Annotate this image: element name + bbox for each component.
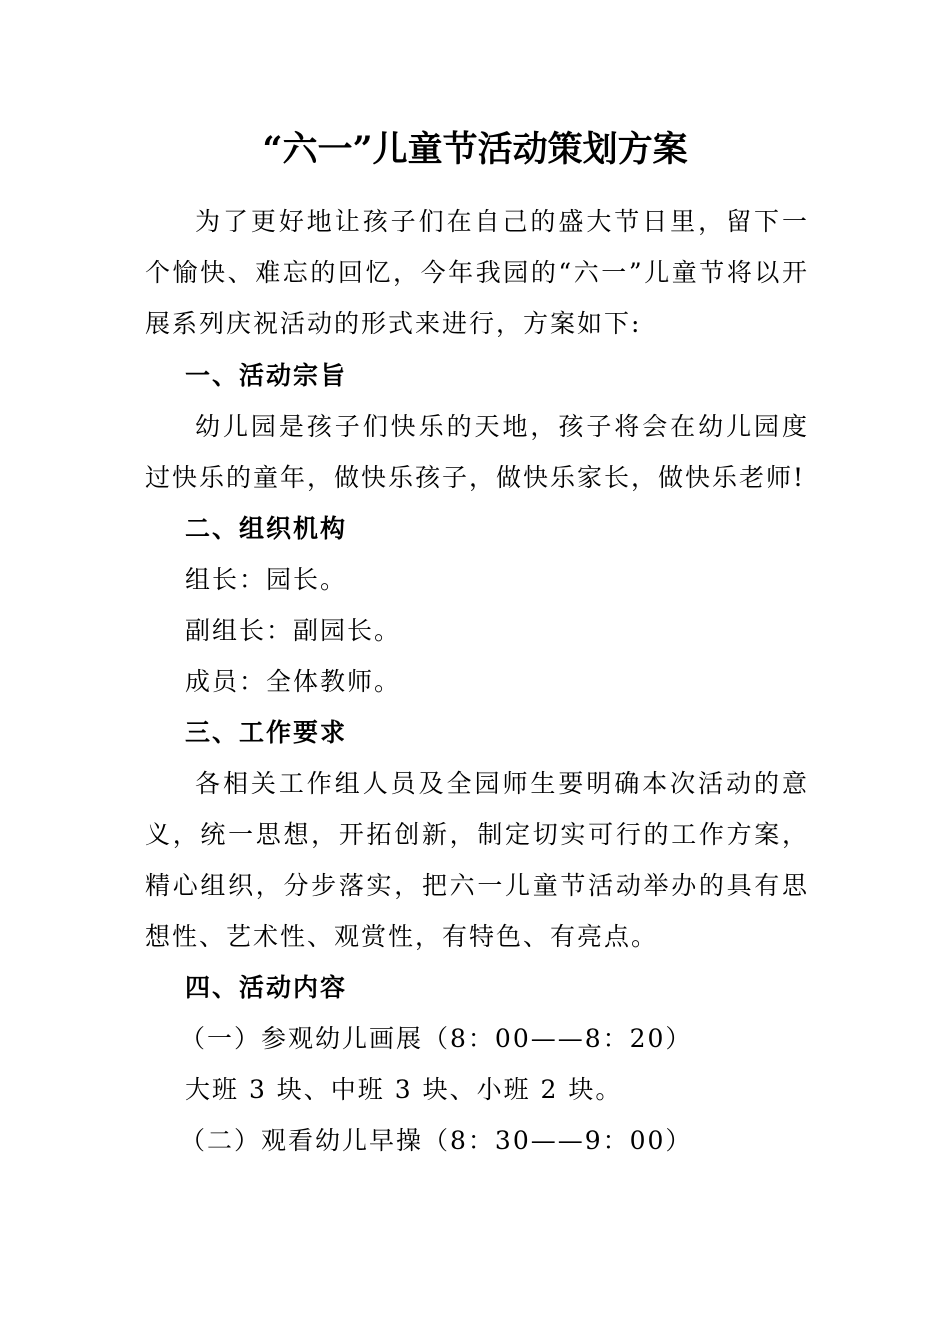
page-title: “六一”儿童节活动策划方案 bbox=[262, 129, 688, 170]
org-leader-line: 组长：园长。 bbox=[185, 565, 348, 594]
section-heading-requirements: 三、工作要求 bbox=[185, 718, 348, 747]
content-item-1-title: （一）参观幼儿画展（8：00——8：20） bbox=[180, 1024, 693, 1053]
content-item-2-title: （二）观看幼儿早操（8：30——9：00） bbox=[180, 1126, 693, 1155]
section-heading-content: 四、活动内容 bbox=[185, 973, 348, 1002]
purpose-paragraph: 幼儿园是孩子们快乐的天地，孩子将会在幼儿园度过快乐的童年，做快乐孩子，做快乐家长，做快乐老师! bbox=[145, 412, 809, 492]
org-deputy-line: 副组长：副园长。 bbox=[185, 616, 402, 645]
org-members-line: 成员：全体教师。 bbox=[185, 667, 402, 696]
requirements-paragraph: 各相关工作组人员及全园师生要明确本次活动的意义，统一思想，开拓创新，制定切实可行的工作方案，精心组织，分步落实，把六一儿童节活动举办的具有思想性、艺术性、观赏性，有特色、有亮点。 bbox=[145, 769, 809, 951]
content-item-1-detail: 大班 3 块、中班 3 块、小班 2 块。 bbox=[185, 1075, 623, 1104]
section-heading-purpose: 一、活动宗旨 bbox=[185, 361, 348, 390]
intro-paragraph: 为了更好地让孩子们在自己的盛大节日里，留下一个愉快、难忘的回忆，今年我园的“六一”儿童节将以开展系列庆祝活动的形式来进行，方案如下: bbox=[145, 207, 809, 338]
section-heading-organization: 二、组织机构 bbox=[185, 514, 348, 543]
